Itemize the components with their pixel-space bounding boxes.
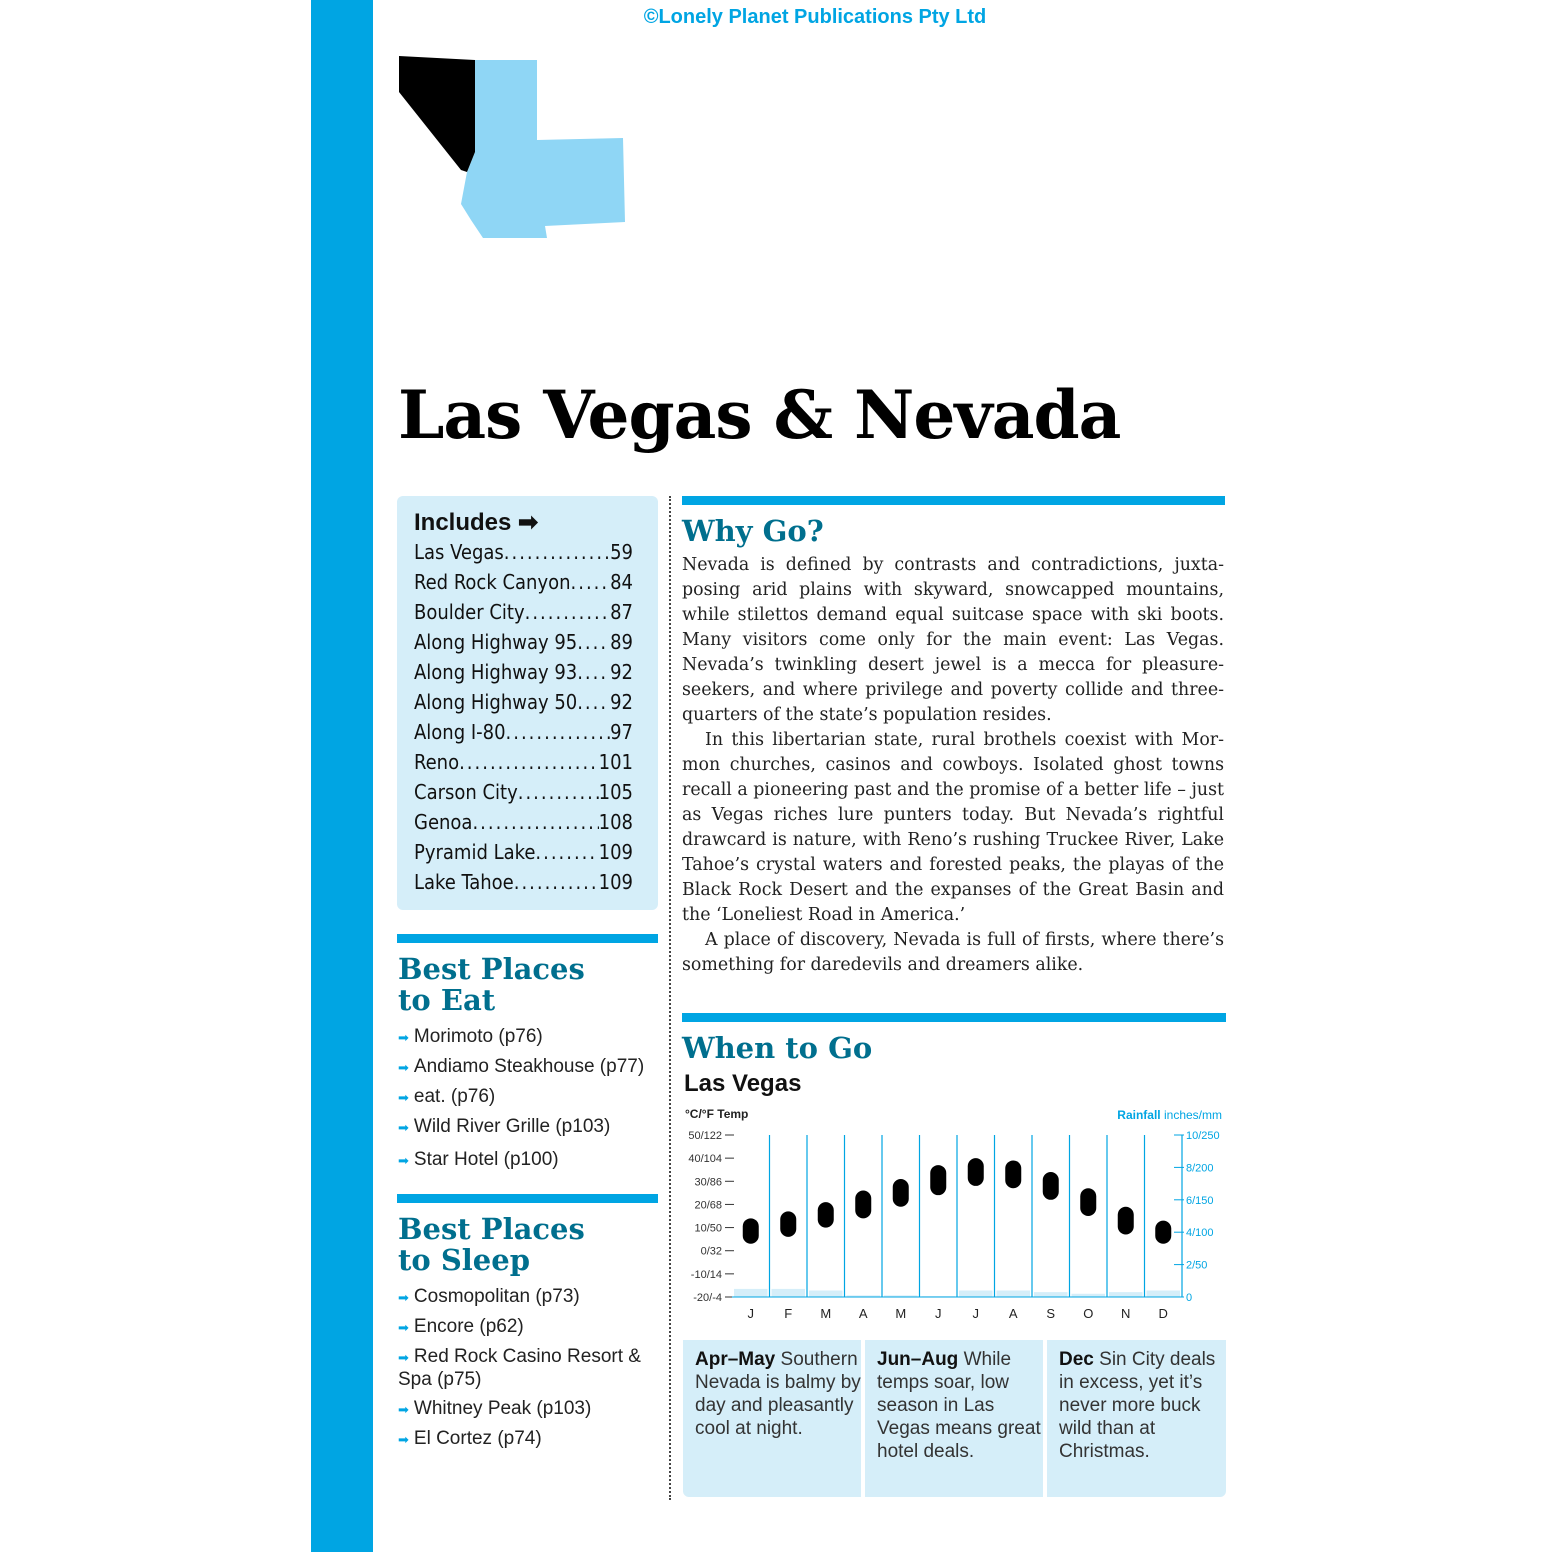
- temp-range-bar: [743, 1218, 759, 1243]
- dot-leader: [571, 570, 611, 594]
- divider-bar: [682, 1013, 1226, 1022]
- map-region-utah-arizona: [461, 60, 625, 238]
- rain-tick-label: 6/150: [1186, 1194, 1214, 1207]
- sidebar-stripe: [311, 0, 373, 1552]
- list-item-label: El Cortez (p74): [413, 1428, 542, 1449]
- includes-item-label: Las Vegas: [414, 540, 504, 564]
- rainfall-bar: [997, 1291, 1031, 1297]
- month-label: J: [935, 1306, 942, 1321]
- list-item: [398, 1149, 658, 1172]
- rain-tick-label: 4/100: [1186, 1227, 1214, 1240]
- includes-item-label: Carson City: [414, 780, 518, 804]
- divider-bar: [397, 934, 658, 943]
- rainfall-bar: [772, 1289, 806, 1297]
- temp-range-bar: [780, 1211, 796, 1236]
- best-eat-heading-line1: Best Places: [398, 952, 585, 986]
- includes-box: [397, 496, 658, 910]
- includes-item-page: 92: [610, 660, 633, 684]
- temp-tick-label: 50/122: [688, 1130, 722, 1142]
- season-description: While temps soar, low season in Las Vegas means great hotel deals.: [877, 1349, 1041, 1462]
- arrow-icon: ➡: [398, 1432, 409, 1447]
- includes-item-page: 108: [598, 810, 633, 834]
- dot-leader: [506, 720, 611, 744]
- includes-item: [414, 600, 633, 624]
- dot-leader: [577, 630, 610, 654]
- season-box-apr-may: [683, 1340, 861, 1497]
- temp-range-bar: [1080, 1188, 1096, 1216]
- dot-leader: [535, 840, 598, 864]
- temp-tick-label: -10/14: [690, 1268, 722, 1281]
- best-sleep-heading-line1: Best Places: [398, 1212, 585, 1246]
- best-sleep-heading: [398, 1214, 585, 1276]
- month-label: D: [1158, 1306, 1168, 1321]
- why-go-paragraph: In this libertarian state, rural brothels coexist with Mormon churches, casinos and cowboys. Isolated ghost towns recall a pioneering past and the promise of a better life – just as Vegas riches lure punters today. But Nevada’s rightful drawcard is nature, with Reno’s rushing Truckee River, Lake Tahoe’s crystal waters and forested peaks, the playas of the Black Rock Desert and the expanses of the Great Basin and the ‘Loneliest Road in America.’: [682, 730, 1224, 925]
- climate-chart: [680, 1100, 1228, 1332]
- includes-item: [414, 660, 633, 684]
- temp-tick-label: 10/50: [694, 1222, 722, 1235]
- arrow-icon: ➡: [398, 1402, 409, 1417]
- best-eat-heading-line2: to Eat: [398, 983, 496, 1017]
- month-label: M: [820, 1306, 832, 1321]
- temp-range-bar: [1118, 1207, 1134, 1235]
- month-label: S: [1046, 1306, 1056, 1321]
- list-item-label: Wild River Grille (p103): [413, 1116, 611, 1137]
- rain-axis-label: Rainfall inches/mm: [1117, 1108, 1222, 1122]
- temp-tick-label: 30/86: [694, 1176, 722, 1189]
- rainfall-bar: [809, 1291, 843, 1297]
- dot-leader: [459, 750, 599, 774]
- includes-item: [414, 690, 633, 714]
- list-item: [398, 1086, 658, 1109]
- list-item: [398, 1286, 658, 1309]
- map-region-nevada: [399, 56, 475, 172]
- temp-range-bar: [818, 1202, 834, 1227]
- includes-item: [414, 840, 633, 864]
- best-eat-heading: [398, 954, 585, 1016]
- month-label: N: [1121, 1306, 1131, 1321]
- month-label: F: [784, 1306, 793, 1321]
- temp-range-bar: [1005, 1160, 1021, 1188]
- includes-item-label: Lake Tahoe: [414, 870, 514, 894]
- includes-item-page: 109: [598, 870, 633, 894]
- month-label: O: [1083, 1306, 1094, 1321]
- includes-item: [414, 720, 633, 744]
- when-to-go-heading: When to Go: [682, 1031, 873, 1065]
- includes-item-page: 87: [610, 600, 633, 624]
- season-box-dec: [1047, 1340, 1226, 1497]
- includes-item-page: 101: [598, 750, 633, 774]
- why-go-heading: Why Go?: [682, 514, 824, 548]
- includes-item-label: Along Highway 50: [414, 690, 578, 714]
- temp-range-bar: [855, 1191, 871, 1219]
- list-item-label: Red Rock Casino Resort & Spa (p75): [398, 1346, 641, 1390]
- column-divider: [669, 496, 671, 1500]
- rainfall-bar: [1034, 1292, 1068, 1297]
- locator-map: [395, 52, 635, 242]
- arrow-icon: ➡: [398, 1350, 409, 1365]
- season-label: Dec: [1059, 1349, 1094, 1370]
- arrow-icon: ➡: [398, 1060, 409, 1075]
- month-label: J: [972, 1306, 979, 1321]
- list-item-label: Cosmopolitan (p73): [413, 1286, 580, 1307]
- page-title: Las Vegas & Nevada: [398, 376, 1121, 454]
- temp-axis-label: °C/°F Temp: [685, 1107, 749, 1121]
- why-go-paragraph: A place of discovery, Nevada is full of firsts, where there’s something for daredevils and dreamers alike.: [682, 930, 1224, 975]
- list-item-label: eat. (p76): [413, 1086, 496, 1107]
- month-label: A: [1008, 1306, 1018, 1321]
- arrow-icon: ➡: [398, 1030, 409, 1045]
- includes-item-page: 97: [610, 720, 633, 744]
- includes-item: [414, 630, 633, 654]
- includes-item-page: 89: [610, 630, 633, 654]
- season-text: [695, 1348, 861, 1440]
- includes-item-page: 109: [598, 840, 633, 864]
- rainfall-bar: [1109, 1292, 1143, 1297]
- includes-item-label: Red Rock Canyon: [414, 570, 571, 594]
- includes-item-label: Boulder City: [414, 600, 525, 624]
- rain-tick-label: 10/250: [1186, 1130, 1220, 1142]
- includes-item-label: Along Highway 93: [414, 660, 578, 684]
- includes-item: [414, 570, 633, 594]
- dot-leader: [514, 870, 599, 894]
- list-item: [398, 1026, 658, 1049]
- temp-range-bar: [1043, 1172, 1059, 1200]
- dot-leader: [577, 660, 610, 684]
- season-label: Jun–Aug: [877, 1349, 959, 1370]
- dot-leader: [504, 540, 610, 564]
- includes-item-page: 59: [610, 540, 633, 564]
- arrow-icon: ➡: [398, 1153, 409, 1168]
- month-label: A: [858, 1306, 868, 1321]
- list-item: [398, 1056, 658, 1079]
- dot-leader: [577, 690, 610, 714]
- rainfall-bar: [734, 1289, 768, 1297]
- includes-item-label: Genoa: [414, 810, 473, 834]
- arrow-icon: ➡: [398, 1120, 409, 1135]
- list-item: [398, 1116, 658, 1139]
- includes-item-page: 92: [610, 690, 633, 714]
- dot-leader: [518, 780, 599, 804]
- dot-leader: [472, 810, 598, 834]
- includes-heading: Includes ➡: [414, 509, 539, 536]
- rainfall-bar: [1147, 1291, 1181, 1297]
- includes-item-label: Pyramid Lake: [414, 840, 536, 864]
- best-sleep-heading-line2: to Sleep: [398, 1243, 530, 1277]
- season-label: Apr–May: [695, 1349, 776, 1370]
- includes-item: [414, 810, 633, 834]
- temp-tick-label: 0/32: [700, 1245, 722, 1258]
- season-description: Sin City deals in excess, yet it’s never more buck wild than at Christmas.: [1059, 1349, 1216, 1462]
- includes-item-label: Along I-80: [414, 720, 506, 744]
- list-item-label: Star Hotel (p100): [413, 1149, 559, 1170]
- month-label: J: [747, 1306, 754, 1321]
- temp-tick-label: -20/-4: [693, 1292, 722, 1304]
- list-item-label: Whitney Peak (p103): [413, 1398, 592, 1419]
- arrow-icon: ➡: [398, 1090, 409, 1105]
- temp-range-bar: [893, 1179, 909, 1207]
- rainfall-bar: [959, 1291, 993, 1297]
- list-item-label: Morimoto (p76): [413, 1026, 543, 1047]
- includes-item: [414, 540, 633, 564]
- temp-range-bar: [968, 1158, 984, 1186]
- includes-item: [414, 750, 633, 774]
- includes-item-page: 84: [610, 570, 633, 594]
- rain-tick-label: 0: [1186, 1292, 1193, 1304]
- arrow-icon: ➡: [398, 1320, 409, 1335]
- list-item: [398, 1316, 658, 1339]
- temp-range-bar: [1155, 1221, 1171, 1244]
- list-item-label: Encore (p62): [413, 1316, 524, 1337]
- season-text: [1059, 1348, 1226, 1463]
- temp-tick-label: 20/68: [694, 1199, 722, 1212]
- includes-item-page: 105: [598, 780, 633, 804]
- chart-city-label: Las Vegas: [684, 1070, 802, 1097]
- season-box-jun-aug: [865, 1340, 1043, 1497]
- divider-bar: [397, 1194, 658, 1203]
- month-label: M: [895, 1306, 907, 1321]
- rain-tick-label: 2/50: [1186, 1259, 1208, 1272]
- list-item: [398, 1346, 658, 1391]
- why-go-paragraph: Nevada is defined by contrasts and contradictions, juxtaposing arid plains with skyward, snowcapped mountains, while stilettos demand equal suitcase space with ski boots. Many visitors come only for the main event: Las Vegas. Nevada’s twinkling desert jewel is a mecca for pleasure-seekers, and where privilege and poverty collide and three-quarters of the state’s population resides.: [682, 555, 1224, 725]
- includes-item: [414, 780, 633, 804]
- temp-tick-label: 40/104: [688, 1153, 722, 1166]
- list-item: [398, 1398, 658, 1421]
- rain-tick-label: 8/200: [1186, 1162, 1214, 1175]
- divider-bar: [682, 496, 1225, 505]
- includes-item-label: Along Highway 95: [414, 630, 578, 654]
- dot-leader: [525, 600, 610, 624]
- list-item-label: Andiamo Steakhouse (p77): [413, 1056, 645, 1077]
- copyright-notice: ©Lonely Planet Publications Pty Ltd: [643, 6, 987, 28]
- temp-range-bar: [930, 1165, 946, 1195]
- season-text: [877, 1348, 1043, 1463]
- season-description: Southern Nevada is balmy by day and pleasantly cool at night.: [695, 1349, 861, 1439]
- list-item: [398, 1428, 658, 1451]
- why-go-body: [682, 553, 1224, 978]
- includes-item-label: Reno: [414, 750, 460, 774]
- arrow-icon: ➡: [398, 1290, 409, 1305]
- includes-item: [414, 870, 633, 894]
